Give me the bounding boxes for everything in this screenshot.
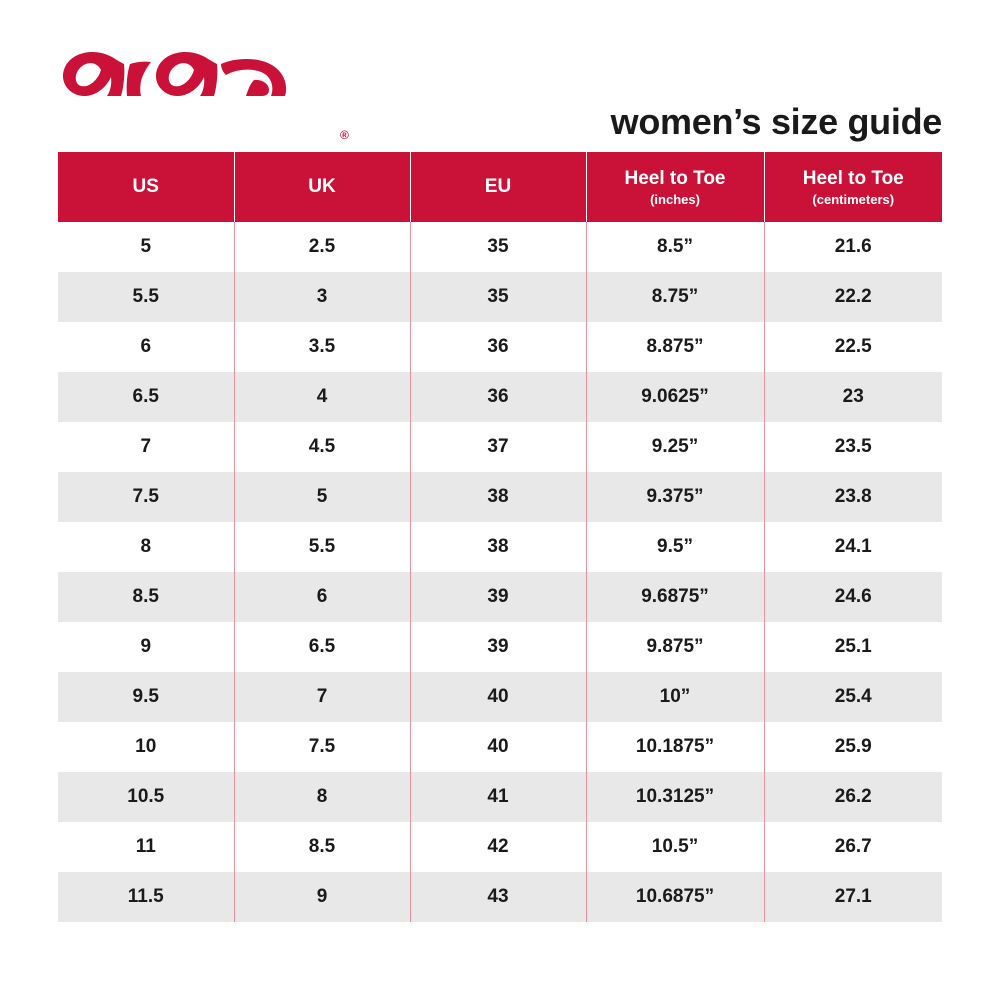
table-cell: 9 (234, 872, 410, 922)
table-cell: 10 (58, 722, 234, 772)
table-cell: 36 (410, 372, 586, 422)
table-cell: 3 (234, 272, 410, 322)
column-header-sublabel: (centimeters) (812, 191, 895, 207)
table-cell: 10” (586, 672, 764, 722)
table-row (58, 372, 942, 422)
table-header-row (58, 152, 942, 222)
table-cell: 8.5 (234, 822, 410, 872)
table-cell: 8 (58, 522, 234, 572)
table-cell: 39 (410, 572, 586, 622)
table-cell: 5 (58, 222, 234, 272)
table-cell: 42 (410, 822, 586, 872)
table-cell: 7.5 (234, 722, 410, 772)
table-cell: 9 (58, 622, 234, 672)
column-header-label: EU (484, 176, 512, 197)
table-cell: 23.5 (764, 422, 942, 472)
table-cell: 8.5” (586, 222, 764, 272)
table-cell: 22.5 (764, 322, 942, 372)
column-header-sublabel: (inches) (650, 191, 700, 207)
table-cell: 40 (410, 672, 586, 722)
table-cell: 38 (410, 522, 586, 572)
table-cell: 6 (234, 572, 410, 622)
column-header-heel-to-toe-centimeters (764, 152, 942, 222)
table-row (58, 572, 942, 622)
table-cell: 27.1 (764, 872, 942, 922)
table-cell: 24.1 (764, 522, 942, 572)
table-cell: 5.5 (58, 272, 234, 322)
brand-lockup (58, 40, 368, 145)
table-row (58, 222, 942, 272)
table-cell: 10.3125” (586, 772, 764, 822)
column-header-us (58, 152, 234, 222)
table-cell: 8.5 (58, 572, 234, 622)
table-cell: 2.5 (234, 222, 410, 272)
table-cell: 35 (410, 222, 586, 272)
table-cell: 36 (410, 322, 586, 372)
ara-logo-icon (58, 40, 308, 110)
page-title: women’s size guide (610, 101, 942, 142)
page-header (58, 40, 942, 145)
table-cell: 26.2 (764, 772, 942, 822)
table-cell: 22.2 (764, 272, 942, 322)
table-cell: 40 (410, 722, 586, 772)
table-row (58, 622, 942, 672)
table-cell: 7.5 (58, 472, 234, 522)
table-cell: 37 (410, 422, 586, 472)
table-cell: 7 (234, 672, 410, 722)
size-chart-table (58, 152, 942, 922)
table-cell: 8 (234, 772, 410, 822)
table-cell: 21.6 (764, 222, 942, 272)
table-cell: 3.5 (234, 322, 410, 372)
table-cell: 25.1 (764, 622, 942, 672)
table-cell: 43 (410, 872, 586, 922)
table-cell: 24.6 (764, 572, 942, 622)
table-cell: 9.5” (586, 522, 764, 572)
table-row (58, 722, 942, 772)
table-cell: 26.7 (764, 822, 942, 872)
table-cell: 4.5 (234, 422, 410, 472)
table-cell: 5 (234, 472, 410, 522)
table-row (58, 272, 942, 322)
table-cell: 9.5 (58, 672, 234, 722)
table-cell: 9.875” (586, 622, 764, 672)
column-header-label: Heel to Toe (624, 167, 726, 189)
table-cell: 8.75” (586, 272, 764, 322)
table-cell: 8.875” (586, 322, 764, 372)
table-cell: 9.0625” (586, 372, 764, 422)
table-cell: 9.25” (586, 422, 764, 472)
table-cell: 25.9 (764, 722, 942, 772)
table-cell: 10.1875” (586, 722, 764, 772)
table-row (58, 522, 942, 572)
table-cell: 7 (58, 422, 234, 472)
registered-trademark-icon: ® (340, 128, 349, 142)
table-cell: 39 (410, 622, 586, 672)
table-cell: 5.5 (234, 522, 410, 572)
table-cell: 10.5” (586, 822, 764, 872)
column-header-label: Heel to Toe (802, 167, 904, 189)
table-cell: 38 (410, 472, 586, 522)
table-head (58, 152, 942, 222)
table-row (58, 672, 942, 722)
table-cell: 10.5 (58, 772, 234, 822)
table-body (58, 222, 942, 922)
table-cell: 35 (410, 272, 586, 322)
table-cell: 11 (58, 822, 234, 872)
table-row (58, 872, 942, 922)
column-header-heel-to-toe-inches (586, 152, 764, 222)
table-row (58, 772, 942, 822)
table-cell: 6 (58, 322, 234, 372)
column-header-uk (234, 152, 410, 222)
table-cell: 6.5 (234, 622, 410, 672)
column-header-eu (410, 152, 586, 222)
table-cell: 10.6875” (586, 872, 764, 922)
table-row (58, 822, 942, 872)
table-cell: 9.375” (586, 472, 764, 522)
table-row (58, 322, 942, 372)
table-cell: 6.5 (58, 372, 234, 422)
column-header-label: US (132, 176, 159, 197)
table-cell: 41 (410, 772, 586, 822)
table-cell: 4 (234, 372, 410, 422)
table-cell: 23.8 (764, 472, 942, 522)
table-cell: 25.4 (764, 672, 942, 722)
table-row (58, 472, 942, 522)
column-header-label: UK (308, 176, 336, 197)
table-row (58, 422, 942, 472)
table-cell: 9.6875” (586, 572, 764, 622)
table-cell: 11.5 (58, 872, 234, 922)
table-cell: 23 (764, 372, 942, 422)
